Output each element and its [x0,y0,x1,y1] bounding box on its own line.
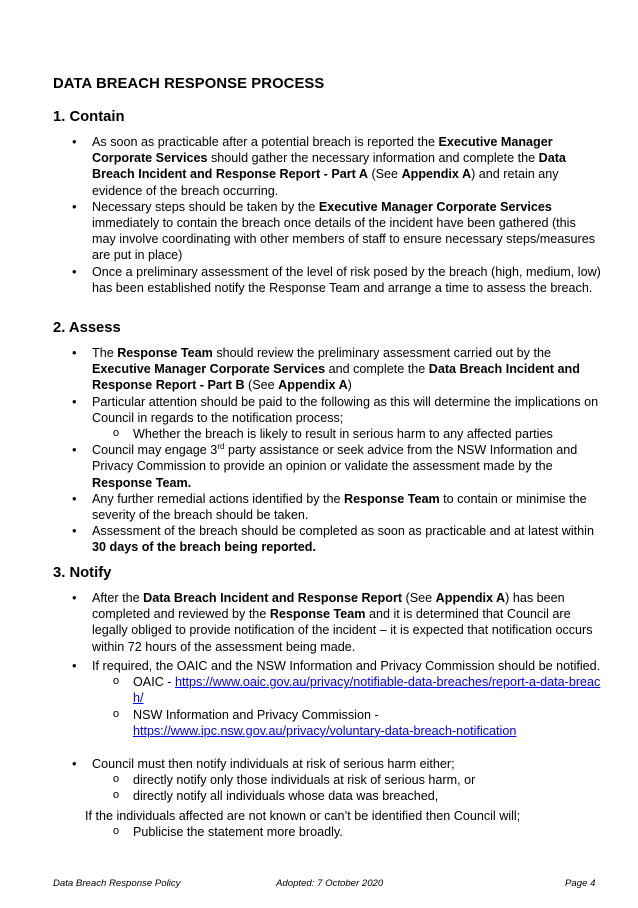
section-heading-assess: 2. Assess [53,320,121,336]
notify-note: If the individuals affected are not known or can’t be identified then Council will; [85,809,521,823]
assess-list [0,345,603,556]
section-heading-contain: 1. Contain [53,109,125,125]
notify-list [0,590,602,655]
ipc-link[interactable]: https://www.ipc.nsw.gov.au/privacy/voluntary-data-breach-notification [133,723,517,738]
sub-list-item: o OAIC - https://www.oaic.gov.au/privacy/notifiable-data-breaches/report-a-data-breach/ [0,674,603,706]
list-item: • As soon as practicable after a potential breach is reported the Executive Manager Corporate Services should gather the necessary information and complete the Data Breach Incident and Response Report - Part A (See Appendix A) and retain any evidence of the breach occurring. [0,134,602,199]
list-item: • After the Data Breach Incident and Response Report (See Appendix A) has been completed and reviewed by the Response Team and it is determined that Council are legally obliged to provide notification of the incident – it is expected that notification occurs within 72 hours of the assessment being made. [0,590,602,655]
oaic-link[interactable]: https://www.oaic.gov.au/privacy/notifiable-data-breaches/report-a-data-breach/ [133,675,601,706]
list-item: • Council may engage 3rd party assistance or seek advice from the NSW Information and Privacy Commission to provide an opinion or validate the assessment made by the Response Team. [0,442,602,491]
notify-list-3 [0,756,603,805]
contain-list [0,134,602,296]
section-heading-notify: 3. Notify [53,565,112,581]
list-item: • Necessary steps should be taken by the Executive Manager Corporate Services immediately to contain the breach once details of the incident have been gathered (this may involve coordinating with other members of staff to ensure necessary steps/measures are put in place) [0,199,602,264]
list-item: • Any further remedial actions identified by the Response Team to contain or minimise the severity of the breach should be taken. [0,491,602,523]
sub-list-item: o directly notify only those individuals at risk of serious harm, or [0,772,603,788]
list-item: • The Response Team should review the preliminary assessment carried out by the Executive Manager Corporate Services and complete the Data Breach Incident and Response Report - Part B (See Appendix A) [0,345,602,394]
list-item: • Once a preliminary assessment of the level of risk posed by the breach (high, medium, low) has been established notify the Response Team and arrange a time to assess the breach. [0,264,602,296]
sub-list-item: o directly notify all individuals whose data was breached, [0,788,603,804]
footer-adopted-date: Adopted: 7 October 2020 [276,878,384,889]
notify-list-2 [0,658,603,739]
sub-list-item: o NSW Information and Privacy Commission - https://www.ipc.nsw.gov.au/privacy/voluntary-data-breach-notification [0,707,603,739]
notify-list-4 [0,824,603,840]
sub-list-item: o Whether the breach is likely to result in serious harm to any affected parties [0,426,603,442]
list-item: • If required, the OAIC and the NSW Information and Privacy Commission should be notified. [0,658,602,674]
footer-page-number: Page 4 [565,878,596,889]
page-title: DATA BREACH RESPONSE PROCESS [53,76,325,92]
list-item: • Council must then notify individuals at risk of serious harm either; [0,756,602,772]
footer-policy-name: Data Breach Response Policy [53,878,181,889]
sub-list-item: o Publicise the statement more broadly. [0,824,603,840]
list-item: • Particular attention should be paid to the following as this will determine the implications on Council in regards to the notification process; [0,394,602,426]
list-item: • Assessment of the breach should be completed as soon as practicable and at latest within 30 days of the breach being reported. [0,523,602,555]
